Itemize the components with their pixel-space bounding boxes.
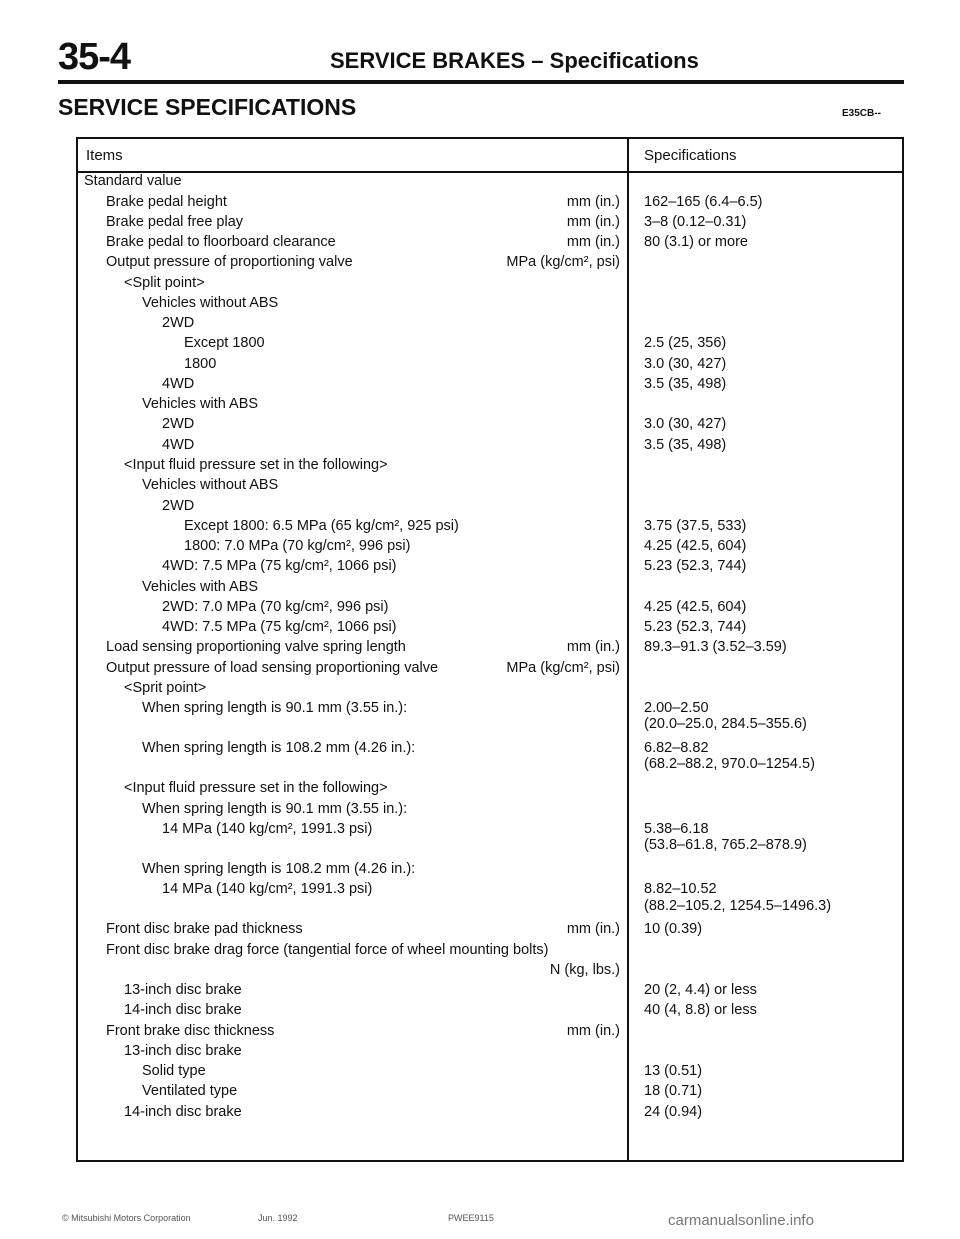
row-spec: 24 (0.94) [644,1104,703,1120]
row-item: 4WD: 7.5 MPa (75 kg/cm², 1066 psi) [162,558,397,574]
row-item: <Split point> [124,275,205,291]
row-item: 13-inch disc brake [124,982,242,998]
row-spec: 2.5 (25, 356) [644,335,727,351]
row-item: Vehicles with ABS [142,396,259,412]
row-item: When spring length is 90.1 mm (3.55 in.): [142,700,408,716]
row-spec: 10 (0.39) [644,921,703,937]
row-item: Output pressure of load sensing proportioning valve [106,660,439,676]
row-spec: (53.8–61.8, 765.2–878.9) [644,837,807,853]
row-item: Front disc brake drag force (tangential force of wheel mounting bolts) [106,942,549,958]
row-unit: mm (in.) [566,1023,620,1039]
row-item: 13-inch disc brake [124,1043,242,1059]
row-unit: N (kg, lbs.) [549,962,620,978]
row-unit: mm (in.) [566,921,620,937]
row-spec: 20 (2, 4.4) or less [644,982,757,998]
watermark-text: carmanualsonline.info [668,1212,814,1229]
row-item: 14-inch disc brake [124,1104,242,1120]
row-item: Front disc brake pad thickness [106,921,303,937]
row-item: When spring length is 90.1 mm (3.55 in.): [142,801,408,817]
column-header-specifications: Specifications [644,147,737,164]
row-spec: 3.5 (35, 498) [644,376,727,392]
row-spec: 80 (3.1) or more [644,234,748,250]
chapter-title: SERVICE BRAKES – Specifications [330,48,699,73]
row-unit: mm (in.) [566,194,620,210]
row-item: <Input fluid pressure set in the following> [124,457,388,473]
row-unit: mm (in.) [566,639,620,655]
row-item: Solid type [142,1063,206,1079]
row-item: Output pressure of proportioning valve [106,254,353,270]
row-item: Vehicles with ABS [142,579,259,595]
row-item: Brake pedal free play [106,214,244,230]
row-item: Load sensing proportioning valve spring length [106,639,406,655]
row-item: 2WD [162,315,195,331]
row-item: Except 1800: 6.5 MPa (65 kg/cm², 925 psi) [184,518,459,534]
row-item: Except 1800 [184,335,265,351]
row-spec: 4.25 (42.5, 604) [644,599,747,615]
row-item: When spring length is 108.2 mm (4.26 in.): [142,740,416,756]
row-spec: 3.0 (30, 427) [644,416,727,432]
row-item: 14 MPa (140 kg/cm², 1991.3 psi) [162,821,373,837]
spec-table [76,137,904,1162]
row-item: 2WD [162,498,195,514]
row-item: 1800 [184,356,217,372]
row-item: When spring length is 108.2 mm (4.26 in.): [142,861,416,877]
row-spec: 4.25 (42.5, 604) [644,538,747,554]
row-item: Brake pedal to floorboard clearance [106,234,336,250]
row-item: 4WD [162,437,195,453]
row-spec: 5.23 (52.3, 744) [644,619,747,635]
row-unit: MPa (kg/cm², psi) [506,660,620,676]
row-spec: 2.00–2.50 [644,700,709,716]
row-spec: 3.75 (37.5, 533) [644,518,747,534]
row-spec: 3.0 (30, 427) [644,356,727,372]
row-item: 14 MPa (140 kg/cm², 1991.3 psi) [162,881,373,897]
row-item: 4WD: 7.5 MPa (75 kg/cm², 1066 psi) [162,619,397,635]
page-number: 35-4 [58,36,131,78]
row-item: Standard value [84,173,182,189]
row-item: <Input fluid pressure set in the following> [124,780,388,796]
row-spec: 5.38–6.18 [644,821,709,837]
row-unit: mm (in.) [566,214,620,230]
footer-copyright: © Mitsubishi Motors Corporation [62,1213,191,1223]
row-item: 1800: 7.0 MPa (70 kg/cm², 996 psi) [184,538,411,554]
row-unit: mm (in.) [566,234,620,250]
row-item: 2WD: 7.0 MPa (70 kg/cm², 996 psi) [162,599,389,615]
section-code: E35CB-- [842,108,881,119]
row-spec: 6.82–8.82 [644,740,709,756]
row-unit: MPa (kg/cm², psi) [506,254,620,270]
header-rule-table [78,171,902,173]
row-spec: 3.5 (35, 498) [644,437,727,453]
row-spec: 162–165 (6.4–6.5) [644,194,763,210]
row-item: <Sprit point> [124,680,207,696]
row-item: 14-inch disc brake [124,1002,242,1018]
row-item: Vehicles without ABS [142,295,279,311]
footer-date: Jun. 1992 [258,1213,298,1223]
row-spec: 40 (4, 8.8) or less [644,1002,757,1018]
row-item: 4WD [162,376,195,392]
row-spec: 13 (0.51) [644,1063,703,1079]
row-spec: 8.82–10.52 [644,881,717,897]
row-spec: 3–8 (0.12–0.31) [644,214,747,230]
row-spec: (20.0–25.0, 284.5–355.6) [644,716,807,732]
row-spec: (68.2–88.2, 970.0–1254.5) [644,756,815,772]
row-item: Vehicles without ABS [142,477,279,493]
row-item: 2WD [162,416,195,432]
row-item: Front brake disc thickness [106,1023,275,1039]
row-spec: (88.2–105.2, 1254.5–1496.3) [644,898,832,914]
row-spec: 89.3–91.3 (3.52–3.59) [644,639,787,655]
column-divider [627,139,629,1160]
footer-code: PWEE9115 [448,1213,494,1223]
row-spec: 18 (0.71) [644,1083,703,1099]
header-rule [58,80,904,84]
section-title: SERVICE SPECIFICATIONS [58,94,357,120]
row-item: Brake pedal height [106,194,227,210]
column-header-items: Items [86,147,123,164]
row-spec: 5.23 (52.3, 744) [644,558,747,574]
row-item: Ventilated type [142,1083,238,1099]
